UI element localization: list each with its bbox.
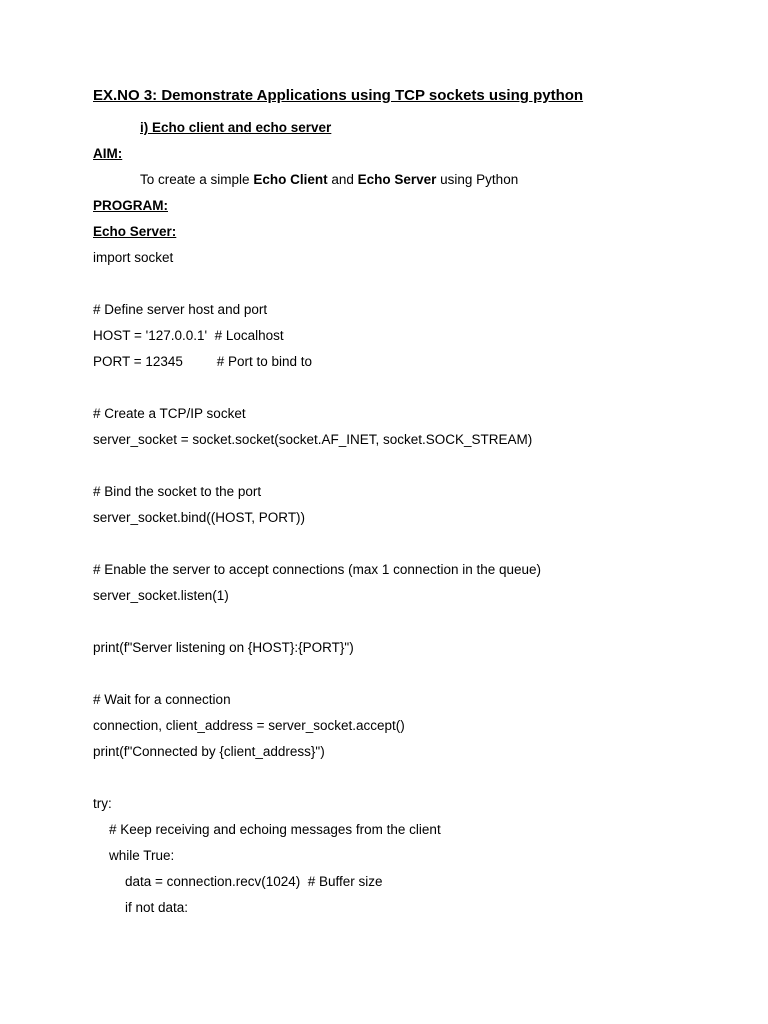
document-page [93, 86, 733, 921]
code-line: print(f"Server listening on {HOST}:{PORT}") [93, 640, 354, 655]
aim-text-part: To create a simple [140, 172, 254, 187]
aim-text-part: and [327, 172, 358, 187]
code-line: server_socket.bind((HOST, PORT)) [93, 510, 306, 525]
aim-text-part: using Python [436, 172, 519, 187]
code-comment: # Define server host and port [93, 302, 268, 317]
code-line: connection, client_address = server_socket.accept() [93, 718, 405, 733]
code-line: try: [93, 796, 112, 811]
code-line-blank [93, 765, 733, 791]
code-comment: # Bind the socket to the port [93, 484, 262, 499]
code-line: PORT = 12345 # Port to bind to [93, 354, 313, 369]
code-comment: # Wait for a connection [93, 692, 231, 707]
code-line: import socket [93, 250, 174, 265]
code-line: server_socket.listen(1) [93, 588, 229, 603]
aim-text-bold: Echo Client [253, 172, 328, 187]
code-line: data = connection.recv(1024) # Buffer size [125, 874, 383, 889]
aim-heading: AIM: [93, 146, 123, 161]
code-line: HOST = '127.0.0.1' # Localhost [93, 328, 284, 343]
echo-server-heading: Echo Server: [93, 224, 177, 239]
code-line-blank [93, 375, 733, 401]
program-heading: PROGRAM: [93, 198, 168, 213]
code-comment: # Create a TCP/IP socket [93, 406, 246, 421]
code-line-blank [93, 271, 733, 297]
code-line-blank [93, 453, 733, 479]
code-line-blank [93, 609, 733, 635]
code-line: if not data: [125, 900, 189, 915]
aim-text [93, 167, 733, 193]
code-line-blank [93, 531, 733, 557]
document-title: EX.NO 3: Demonstrate Applications using TCP sockets using python [93, 87, 584, 104]
code-block [93, 245, 733, 921]
section-subtitle: i) Echo client and echo server [140, 120, 332, 135]
code-line-blank [93, 661, 733, 687]
code-comment: # Enable the server to accept connections (max 1 connection in the queue) [93, 562, 542, 577]
code-line: print(f"Connected by {client_address}") [93, 744, 325, 759]
code-line: while True: [109, 848, 175, 863]
code-line: server_socket = socket.socket(socket.AF_INET, socket.SOCK_STREAM) [93, 432, 533, 447]
aim-text-bold: Echo Server [357, 172, 437, 187]
code-comment: # Keep receiving and echoing messages from the client [109, 822, 441, 837]
